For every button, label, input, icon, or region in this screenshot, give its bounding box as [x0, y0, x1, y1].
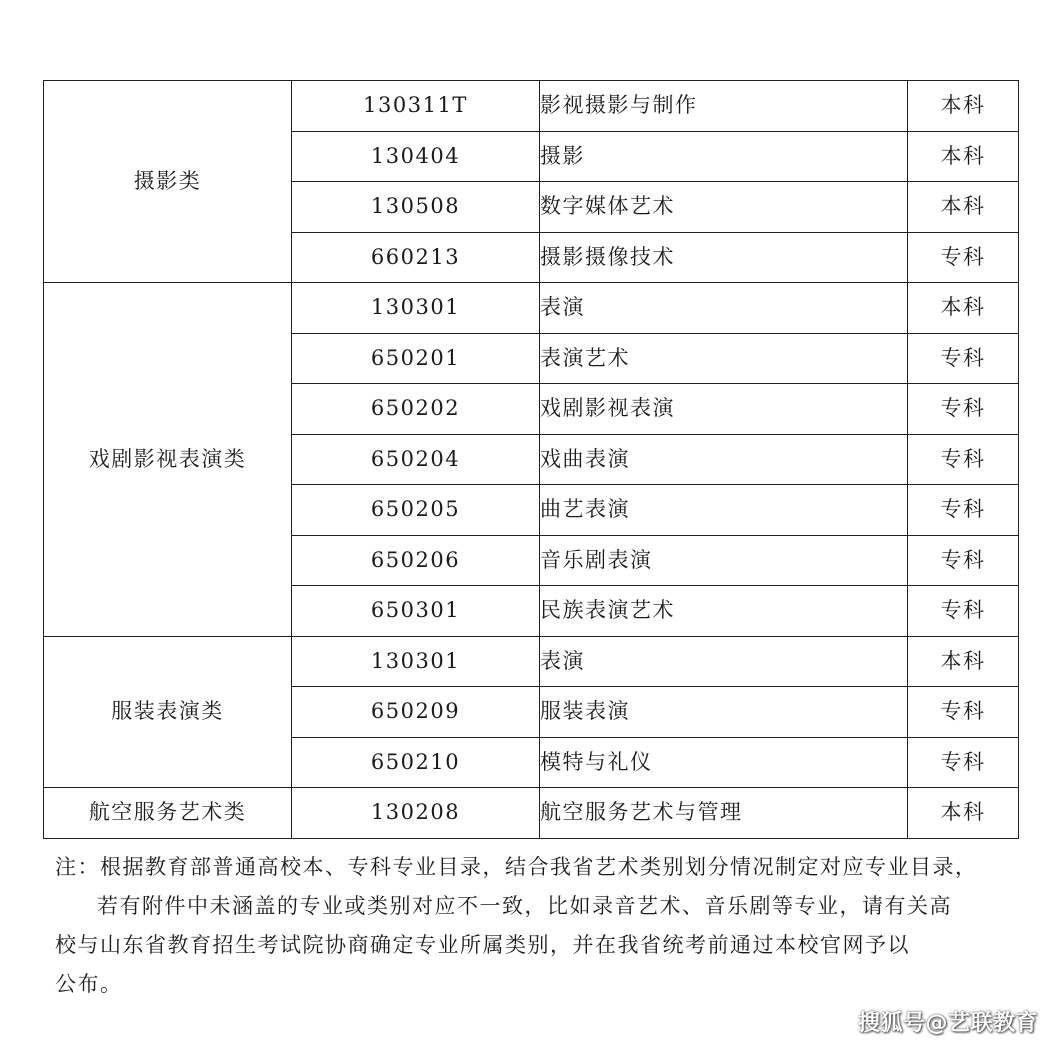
- footnote-line: 校与山东省教育招生考试院协商确定专业所属类别，并在我省统考前通过本校官网予以: [55, 933, 910, 957]
- code-cell: 650201: [292, 333, 540, 384]
- major-name-cell: 戏剧影视表演: [540, 384, 908, 435]
- category-cell: 摄影类: [44, 81, 292, 283]
- major-name-cell: 表演艺术: [540, 333, 908, 384]
- level-cell: 专科: [908, 687, 1019, 738]
- code-cell: 650204: [292, 434, 540, 485]
- code-cell: 650209: [292, 687, 540, 738]
- category-cell: 服装表演类: [44, 636, 292, 788]
- category-cell: 航空服务艺术类: [44, 788, 292, 839]
- major-name-cell: 摄影: [540, 131, 908, 182]
- footnote-line: 公布。: [55, 972, 123, 996]
- watermark: 搜狐号@艺联教育: [858, 1011, 1039, 1036]
- major-name-cell: 影视摄影与制作: [540, 81, 908, 132]
- table-row: [44, 636, 1019, 687]
- level-cell: 本科: [908, 788, 1019, 839]
- level-cell: 专科: [908, 485, 1019, 536]
- footnote-line: 若有附件中未涵盖的专业或类别对应不一致，比如录音艺术、音乐剧等专业，请有关高: [97, 894, 952, 918]
- level-cell: 专科: [908, 384, 1019, 435]
- major-name-cell: 摄影摄像技术: [540, 232, 908, 283]
- major-name-cell: 服装表演: [540, 687, 908, 738]
- major-name-cell: 戏曲表演: [540, 434, 908, 485]
- level-cell: 本科: [908, 283, 1019, 334]
- level-cell: 专科: [908, 535, 1019, 586]
- major-name-cell: 民族表演艺术: [540, 586, 908, 637]
- code-cell: 130404: [292, 131, 540, 182]
- code-cell: 660213: [292, 232, 540, 283]
- code-cell: 130208: [292, 788, 540, 839]
- level-cell: 专科: [908, 737, 1019, 788]
- level-cell: 本科: [908, 131, 1019, 182]
- level-cell: 本科: [908, 182, 1019, 233]
- code-cell: 130508: [292, 182, 540, 233]
- category-cell: 戏剧影视表演类: [44, 283, 292, 637]
- level-cell: 专科: [908, 586, 1019, 637]
- level-cell: 专科: [908, 434, 1019, 485]
- table-row: [44, 283, 1019, 334]
- major-name-cell: 曲艺表演: [540, 485, 908, 536]
- code-cell: 130301: [292, 636, 540, 687]
- table-row: [44, 788, 1019, 839]
- level-cell: 专科: [908, 333, 1019, 384]
- code-cell: 650205: [292, 485, 540, 536]
- code-cell: 650301: [292, 586, 540, 637]
- major-catalog-table: [43, 80, 1019, 839]
- code-cell: 650206: [292, 535, 540, 586]
- code-cell: 130301: [292, 283, 540, 334]
- major-name-cell: 表演: [540, 283, 908, 334]
- code-cell: 130311T: [292, 81, 540, 132]
- level-cell: 本科: [908, 636, 1019, 687]
- major-catalog-body: [44, 81, 1019, 839]
- major-name-cell: 表演: [540, 636, 908, 687]
- footnote-line: 注：根据教育部普通高校本、专科专业目录，结合我省艺术类别划分情况制定对应专业目录，: [55, 855, 978, 879]
- level-cell: 本科: [908, 81, 1019, 132]
- major-name-cell: 音乐剧表演: [540, 535, 908, 586]
- major-name-cell: 模特与礼仪: [540, 737, 908, 788]
- footnote: [55, 848, 1020, 1004]
- level-cell: 专科: [908, 232, 1019, 283]
- code-cell: 650210: [292, 737, 540, 788]
- code-cell: 650202: [292, 384, 540, 435]
- major-name-cell: 航空服务艺术与管理: [540, 788, 908, 839]
- major-name-cell: 数字媒体艺术: [540, 182, 908, 233]
- table-row: [44, 81, 1019, 132]
